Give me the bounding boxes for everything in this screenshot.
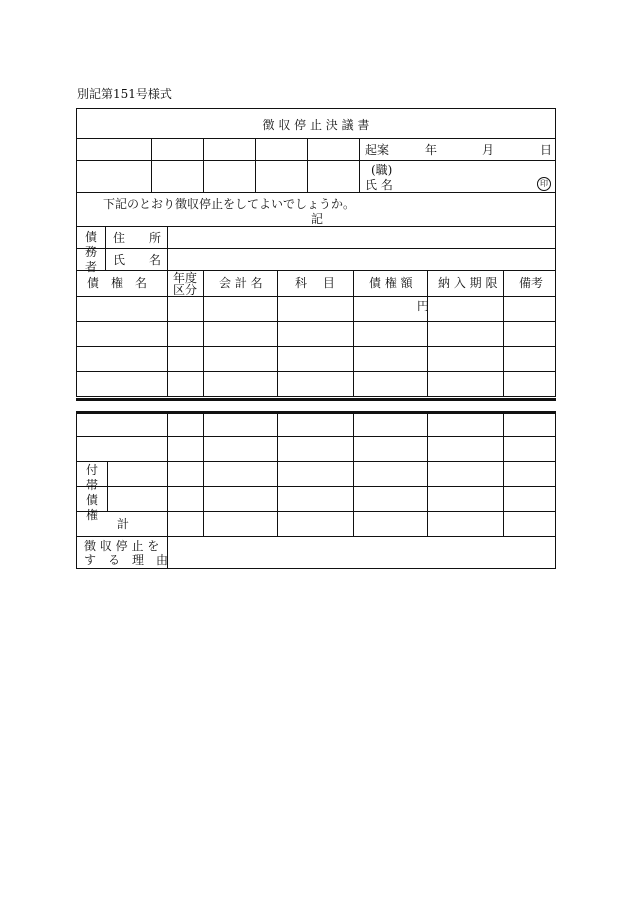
approval-row-2 <box>77 161 555 193</box>
statement-row <box>77 193 555 227</box>
total-row <box>77 512 555 537</box>
seal-icon: 印 <box>537 177 551 191</box>
approval-cell <box>255 161 256 192</box>
total-label: 計 <box>117 517 130 531</box>
debtor-value-divider <box>167 227 168 248</box>
claim-name-header: 債 権 名 <box>87 276 148 290</box>
post-label: (職) <box>371 163 393 177</box>
debtor-name-row <box>77 249 555 271</box>
reason-row <box>77 537 555 568</box>
approval-cell <box>151 139 152 160</box>
debtor-value-divider <box>167 249 168 270</box>
debtor-name-label: 氏 名 <box>113 253 162 267</box>
approval-cell <box>151 161 152 192</box>
table-row <box>77 297 555 322</box>
date-day-label: 日 <box>540 143 553 157</box>
claim-amount-header: 債 権 額 <box>369 276 413 290</box>
reason-label-line-1: 徴 収 停 止 を <box>84 539 160 553</box>
reason-label-line-2: す る 理 由 <box>84 553 169 567</box>
table-row <box>77 413 555 437</box>
debtor-address-label: 住 所 <box>113 231 162 245</box>
division-header: 区分 <box>173 283 198 297</box>
item-header: 科 目 <box>295 276 335 290</box>
approval-cell <box>307 161 308 192</box>
debtor-label: 債務者 <box>84 230 97 274</box>
form-number-caption: 別記第151号様式 <box>77 87 172 101</box>
approval-cell <box>359 161 360 192</box>
debtor-field-divider <box>105 227 106 248</box>
table-row <box>77 322 555 347</box>
date-month-label: 月 <box>482 143 495 157</box>
accessory-claim-row <box>77 462 555 487</box>
accessory-claim-label: 付帯債権 <box>85 463 98 522</box>
due-date-header: 納 入 期 限 <box>438 276 498 290</box>
approval-row-1 <box>77 139 555 161</box>
table-row <box>77 372 555 396</box>
statement-text: 下記のとおり徴収停止をしてよいでしょうか。 <box>103 197 356 211</box>
approval-cell <box>255 139 256 160</box>
form-lower-block <box>76 413 556 569</box>
approval-cell <box>203 161 204 192</box>
remarks-header: 備考 <box>519 276 544 290</box>
table-row <box>77 347 555 372</box>
date-year-label: 年 <box>425 143 438 157</box>
drafter-name-label: 氏 名 <box>365 178 393 192</box>
drafting-date-label: 起案 <box>365 143 390 157</box>
table-row <box>77 437 555 462</box>
year-header: 年度 <box>173 271 198 285</box>
approval-cell <box>203 139 204 160</box>
debtor-field-divider <box>105 249 106 270</box>
form-title: 徴 収 停 止 決 議 書 <box>262 118 370 132</box>
title-row <box>77 109 555 139</box>
section-break-line <box>76 398 556 401</box>
yen-unit-label: 円 <box>417 299 430 313</box>
ki-label: 記 <box>311 212 324 226</box>
accessory-claim-row <box>77 487 555 512</box>
column-header-row <box>77 271 555 297</box>
debtor-address-row <box>77 227 555 249</box>
form-upper-block <box>76 108 556 397</box>
account-name-header: 会 計 名 <box>219 276 263 290</box>
approval-cell <box>307 139 308 160</box>
